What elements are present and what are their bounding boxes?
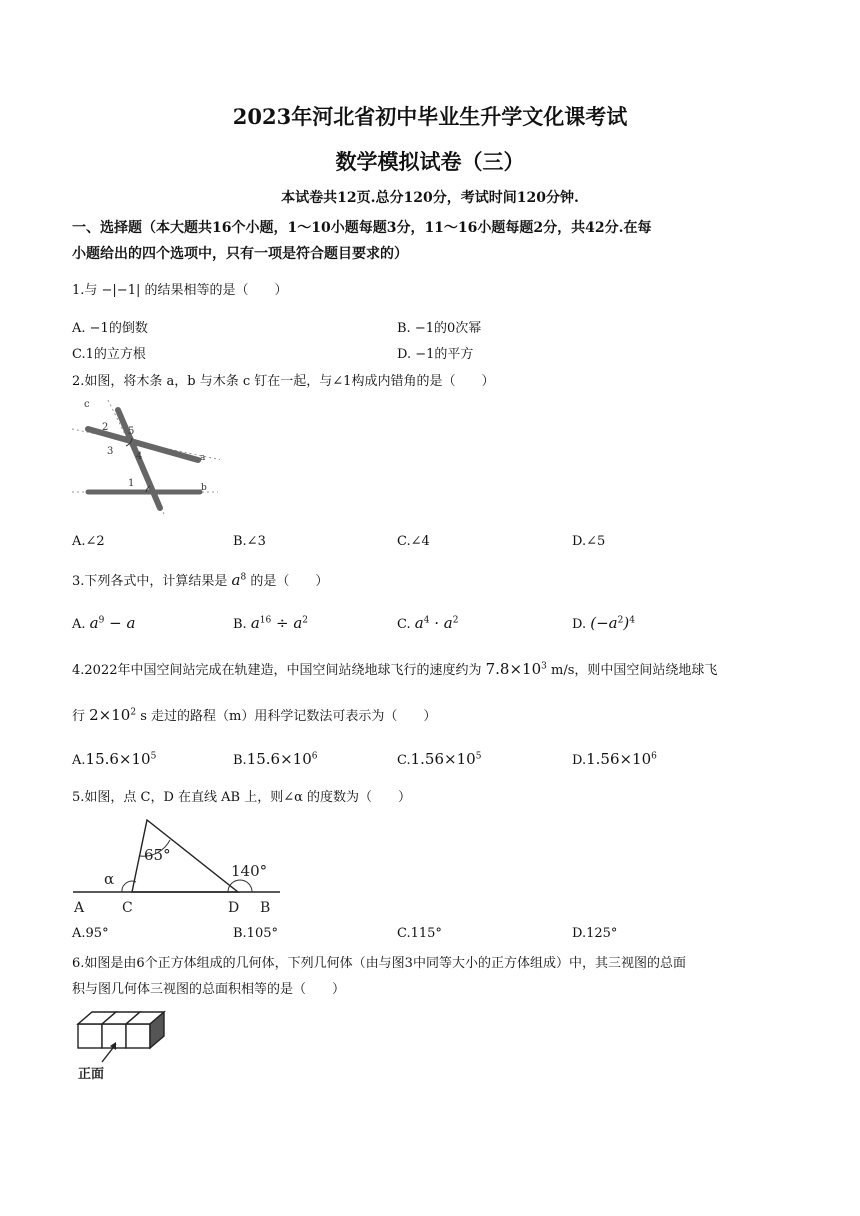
q5-option-d: D.125°: [572, 926, 618, 941]
q5-label-alpha: α: [104, 870, 115, 888]
exam-info: 本试卷共12页.总分120分，考试时间120分钟.: [281, 190, 579, 206]
q3-option-c: C. $a^4 \cdot a^2$: [397, 614, 459, 632]
q2-label-4: 4: [136, 451, 143, 462]
q4-option-c: $C.1.56\times 10^5$: [397, 750, 482, 768]
question-5-stem: 5.如图，点 C，D 在直线 AB 上，则∠α 的度数为（ ）: [72, 790, 412, 805]
q5-label-C: C: [122, 900, 133, 916]
q2-option-d: D.∠5: [572, 534, 606, 549]
q3-option-d: D. $(-a^2)^4$: [572, 614, 635, 632]
q6-front-label: 正面: [78, 1067, 105, 1082]
q1-option-a: A. −1的倒数: [72, 321, 148, 336]
section-heading-line1: 一、选择题（本大题共16个小题，1～10小题每题3分，11～16小题每题2分，共42分.在每: [72, 220, 652, 236]
exam-title: 2023年河北省初中毕业生升学文化课考试: [232, 104, 628, 129]
question-1-stem: 1.与 −|−1| 的结果相等的是（ ）: [72, 283, 288, 298]
q2-label-1: 1: [128, 478, 135, 489]
question-3-stem: 3.下列各式中，计算结果是 $a^8$ 的是（ ）: [72, 571, 329, 589]
q5-label-140: 140°: [231, 862, 268, 880]
q1-option-b: B. −1的0次幂: [397, 321, 482, 336]
q3-option-b: B. $a^{16} \div a^2$: [233, 614, 309, 632]
q2-figure-beams: [70, 398, 220, 518]
q3-option-a: A. $a^9 - a$: [72, 614, 136, 632]
q2-option-a: A.∠2: [72, 534, 105, 549]
exam-subtitle: 数学模拟试卷（三）: [335, 149, 525, 174]
q2-label-5: 5: [128, 426, 135, 437]
question-4-stem-line1: 4.2022年中国空间站完成在轨建造，中国空间站绕地球飞行的速度约为 $7.8\times 10^3$ m/s，则中国空间站绕地球飞: [72, 660, 718, 678]
q2-option-b: B.∠3: [233, 534, 266, 549]
question-4-stem-line2: 行 $2\times 10^2$ s 走过的路程（m）用科学记数法可表示为（ ）: [72, 706, 437, 724]
q5-label-D: D: [228, 900, 240, 916]
question-6-stem-line2: 积与图几何体三视图的总面积相等的是（ ）: [72, 982, 346, 997]
q4-option-a: $A.15.6\times 10^5$: [72, 750, 157, 768]
question-2-stem: 2.如图，将木条 a，b 与木条 c 钉在一起，与∠1构成内错角的是（ ）: [72, 374, 495, 389]
q4-option-b: $B.15.6\times 10^6$: [233, 750, 318, 768]
q5-label-A: A: [74, 900, 85, 916]
q2-label-b: b: [201, 483, 207, 493]
q5-label-B: B: [260, 900, 271, 916]
q2-label-2: 2: [102, 422, 109, 433]
q5-option-a: A.95°: [72, 926, 109, 941]
q4-option-d: $D.1.56\times 10^6$: [572, 750, 657, 768]
q5-option-b: B.105°: [233, 926, 278, 941]
question-6-stem-line1: 6.如图是由6个正方体组成的几何体，下列几何体（由与图3中同等大小的正方体组成）中，其三视图的总面: [72, 956, 686, 971]
q5-option-c: C.115°: [397, 926, 442, 941]
q5-angle-arc-140: [228, 880, 252, 892]
q1-option-c: C.1的立方根: [72, 347, 146, 362]
q2-label-c: c: [84, 399, 90, 410]
q5-figure-triangle: [70, 814, 285, 916]
q2-label-a: a: [200, 453, 206, 463]
section-heading-line2: 小题给出的四个选项中，只有一项是符合题目要求的）: [72, 246, 408, 262]
q2-option-c: C.∠4: [397, 534, 430, 549]
q5-label-65: 65°: [144, 846, 171, 864]
q1-option-d: D. −1的平方: [397, 347, 474, 362]
q2-label-3: 3: [107, 446, 114, 457]
q6-figure-cubes: [72, 1008, 182, 1083]
